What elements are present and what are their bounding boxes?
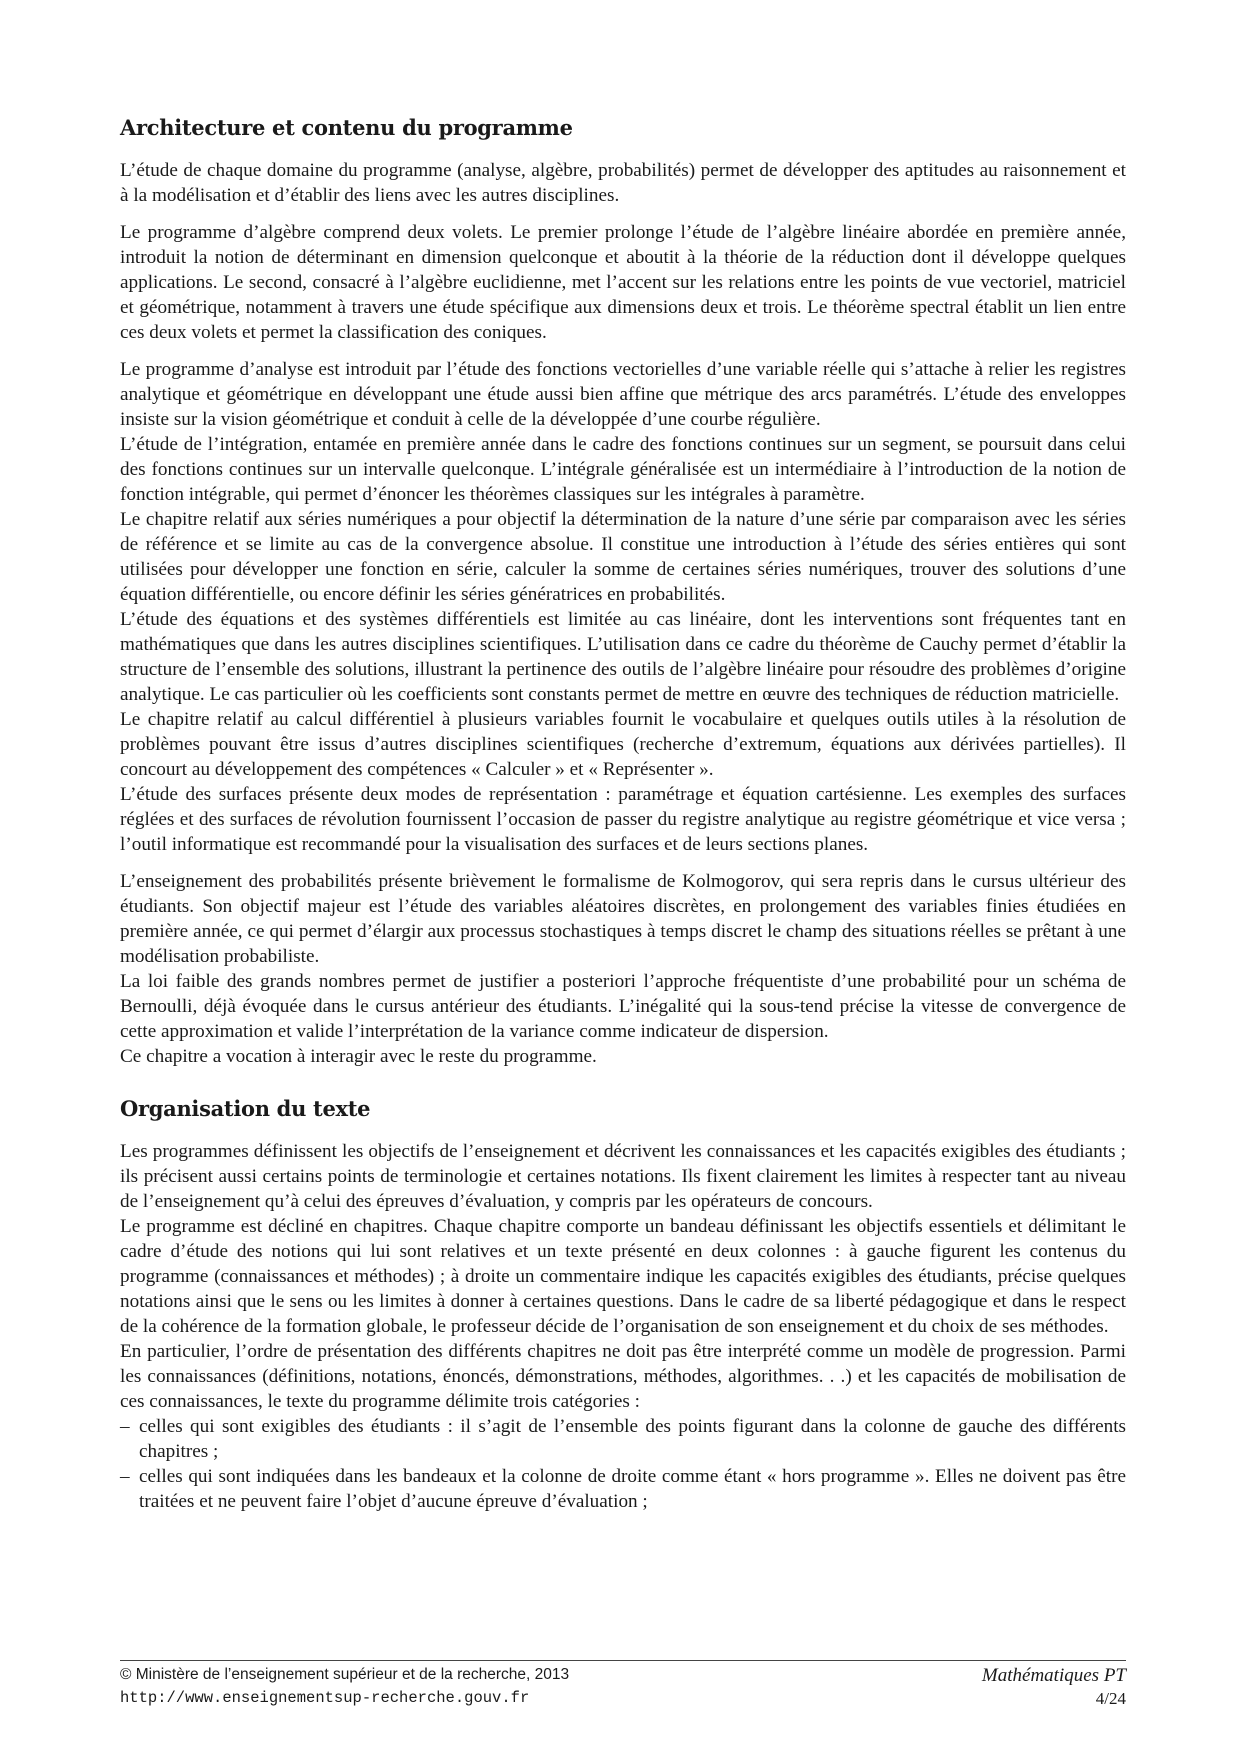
organisation-line-chapitres: Le programme est décliné en chapitres. Chaque chapitre comporte un bandeau définissant les objectifs essentiels et délimitant le cadre d’étude des notions qui lui sont relatives et un texte présenté en deux colonnes : à gauche figurent les contenus du programme (connaissances et méthodes) ; à droite un commentaire indique les capacités exigibles des étudiants, précise quelques notations ainsi que le sens ou les limites à donner à certaines questions. Dans le cadre de sa liberté pédagogique et dans le respect de la cohérence de la formation globale, le professeur décide de l’organisation de son enseignement et du choix de ses méthodes. xyxy=(120,1216,1126,1337)
organisation-line-objectifs: Les programmes définissent les objectifs de l’enseignement et décrivent les connaissances et les capacités exigibles des étudiants ; ils précisent aussi certains points de terminologie et certaines notations. Ils fixent clairement les limites à respecter tant au niveau de l’enseignement qu’à celui des épreuves d’évaluation, y compris par les opérateurs de concours. xyxy=(120,1141,1126,1212)
analyse-line-series: Le chapitre relatif aux séries numériques a pour objectif la détermination de la nature d’une série par comparaison avec les séries de référence et se limite au cas de la convergence absolue. Il constitue une introduction à l’étude des séries entières qui sont utilisées pour développer une fonction en série, calculer la somme de certaines séries numériques, trouver des solutions d’une équation différentielle, ou encore définir les séries génératrices en probabilités. xyxy=(120,509,1126,605)
analyse-line-surfaces: L’étude des surfaces présente deux modes de représentation : paramétrage et équation cartésienne. Les exemples des surfaces réglées et des surfaces de révolution fournissent l’occasion de passer du registre analytique au registre géométrique et vice versa ; l’outil informatique est recommandé pour la visualisation des surfaces et de leurs sections planes. xyxy=(120,784,1126,855)
paragraph-probabilites xyxy=(120,869,1126,1069)
analyse-line-calcul-differentiel: Le chapitre relatif au calcul différentiel à plusieurs variables fournit le vocabulaire et quelques outils utiles à la résolution de problèmes pouvant être issus d’autres disciplines scientifiques (recherche d’extremum, équations aux dérivées partielles). Il concourt au développement des compétences « Calculer » et « Représenter ». xyxy=(120,709,1126,780)
paragraph-intro: L’étude de chaque domaine du programme (analyse, algèbre, probabilités) permet de développer des aptitudes au raisonnement et à la modélisation et d’établir des liens avec les autres disciplines. xyxy=(120,160,1126,206)
paragraph-analyse xyxy=(120,357,1126,857)
paragraph-algebre: Le programme d’algèbre comprend deux volets. Le premier prolonge l’étude de l’algèbre linéaire abordée en première année, introduit la notion de déterminant en dimension quelconque et aboutit à la théorie de la réduction dont il développe quelques applications. Le second, consacré à l’algèbre euclidienne, met l’accent sur les relations entre les points de vue vectoriel, matriciel et géométrique, notamment à travers une étude spécifique aux dimensions deux et trois. Le théorème spectral établit un lien entre ces deux volets et permet la classification des coniques. xyxy=(120,222,1126,343)
organisation-line-progression: En particulier, l’ordre de présentation des différents chapitres ne doit pas être interprété comme un modèle de progression. Parmi les connaissances (définitions, notations, énoncés, démonstrations, méthodes, algorithmes. . .) et les capacités de mobilisation de ces connaissances, le texte du programme délimite trois catégories : xyxy=(120,1341,1126,1412)
footer-copyright: © Ministère de l’enseignement supérieur et de la recherche, 2013 xyxy=(120,1666,570,1683)
footer-url-link[interactable]: http://www.enseignementsup-recherche.gouv.fr xyxy=(120,1689,530,1707)
page-content xyxy=(120,114,1126,1514)
footer-page-number: 4/24 xyxy=(1095,1689,1126,1708)
proba-line-loi-faible: La loi faible des grands nombres permet de justifier a posteriori l’approche fréquentiste d’une probabilité pour un schéma de Bernoulli, déjà évoquée dans le cursus antérieur des étudiants. L’inégalité qui la sous-tend précise la vitesse de convergence de cette approximation et valide l’interprétation de la variance comme indicateur de dispersion. xyxy=(120,971,1126,1042)
section-heading-architecture: Architecture et contenu du programme xyxy=(120,115,573,140)
footer-subject: Mathématiques PT xyxy=(981,1665,1126,1686)
categories-list xyxy=(120,1414,1126,1514)
proba-line-kolmogorov: L’enseignement des probabilités présente brièvement le formalisme de Kolmogorov, qui sera repris dans le cursus ultérieur des étudiants. Son objectif majeur est l’étude des variables aléatoires discrètes, en prolongement des variables finies étudiées en première année, ce qui permet d’élargir aux processus stochastiques à temps discret le champ des situations réelles se prêtant à une modélisation probabiliste. xyxy=(120,871,1126,967)
section-heading-organisation: Organisation du texte xyxy=(120,1096,371,1121)
footer-divider xyxy=(120,1660,1126,1661)
proba-line-vocation: Ce chapitre a vocation à interagir avec le reste du programme. xyxy=(120,1046,597,1067)
paragraph-organisation xyxy=(120,1139,1126,1514)
analyse-line-integration: L’étude de l’intégration, entamée en première année dans le cadre des fonctions continues sur un segment, se poursuit dans celui des fonctions continues sur un intervalle quelconque. L’intégrale généralisée est un intermédiaire à l’introduction de la notion de fonction intégrable, qui permet d’énoncer les théorèmes classiques sur les intégrales à paramètre. xyxy=(120,434,1126,505)
analyse-line-arcs: Le programme d’analyse est introduit par l’étude des fonctions vectorielles d’une variable réelle qui s’attache à relier les registres analytique et géométrique en développant une étude aussi bien affine que métrique des arcs paramétrés. L’étude des enveloppes insiste sur la vision géométrique et conduit à celle de la développée d’une courbe régulière. xyxy=(120,359,1126,430)
list-item: – celles qui sont indiquées dans les bandeaux et la colonne de droite comme étant « hors programme ». Elles ne doivent pas être traitées et ne peuvent faire l’objet d’aucune épreuve d’évaluation ; xyxy=(120,1464,1126,1514)
list-item: – celles qui sont exigibles des étudiants : il s’agit de l’ensemble des points figurant dans la colonne de gauche des différents chapitres ; xyxy=(120,1414,1126,1464)
analyse-line-equations: L’étude des équations et des systèmes différentiels est limitée au cas linéaire, dont les interventions sont fréquentes tant en mathématiques que dans les autres disciplines scientifiques. L’utilisation dans ce cadre du théorème de Cauchy permet d’établir la structure de l’ensemble des solutions, illustrant la pertinence des outils de l’algèbre linéaire pour résoudre des problèmes d’origine analytique. Le cas particulier où les coefficients sont constants permet de mettre en œuvre des techniques de réduction matricielle. xyxy=(120,609,1126,705)
